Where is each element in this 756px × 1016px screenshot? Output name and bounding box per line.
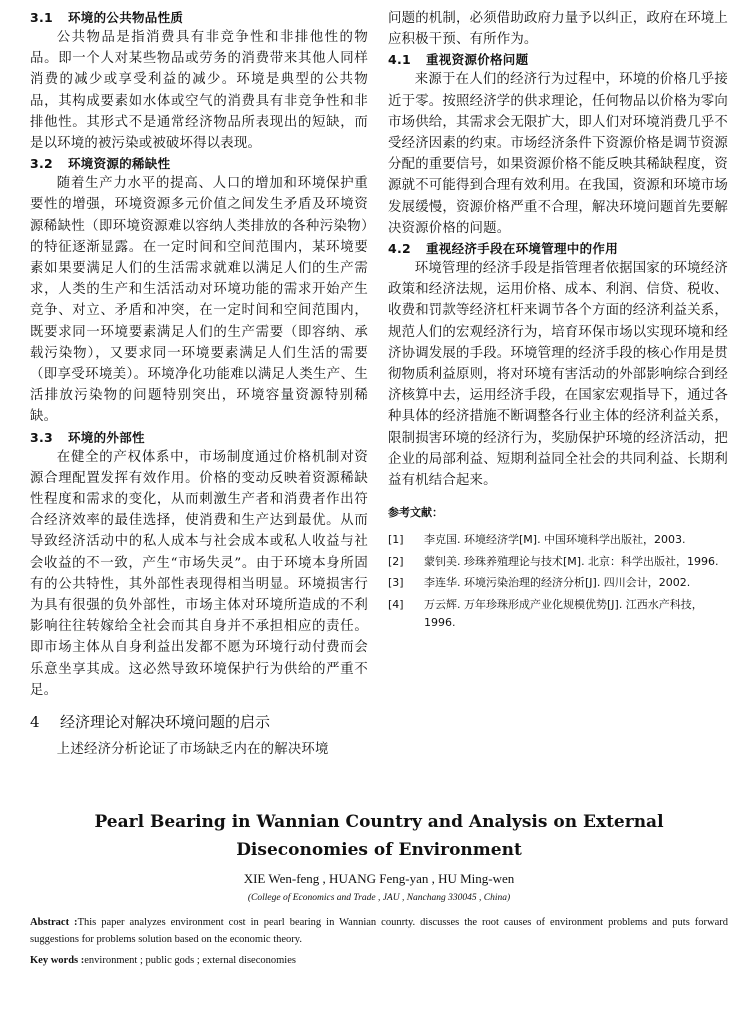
- abstract-label: Abstract :: [30, 917, 78, 928]
- section-number: 3.3: [30, 429, 54, 445]
- section-number: 3.2: [30, 156, 54, 172]
- abstract-text: This paper analyzes environment cost in pearl bearing in Wannian counrty. discusses the root causes of environment problems and puts forward suggestions for problems solution based on the economic theory.: [30, 917, 728, 945]
- section-number: 4: [30, 713, 40, 732]
- reference-text: 李克国. 环境经济学[M]. 中国环境科学出版社，2003.: [424, 533, 686, 547]
- reference-item: [388, 531, 728, 550]
- section-title: 重视经济手段在环境管理中的作用: [426, 241, 619, 257]
- section-4-paragraph: 上述经济分析论证了市场缺乏内在的解决环境: [56, 742, 329, 758]
- section-4-1-heading: [388, 50, 728, 69]
- english-abstract-block: [30, 808, 728, 969]
- reference-text: 万云辉. 万年珍珠形成产业化规模优势[J]. 江西水产科技，1996.: [424, 597, 703, 630]
- reference-text: 蒙钊美. 珍珠养殖理论与技术[M]. 北京：科学出版社，1996.: [424, 554, 719, 568]
- section-3-2-heading: [30, 154, 368, 173]
- reference-number: [2]: [388, 554, 404, 568]
- reference-text: 李连华. 环境污染治理的经济分析[J]. 四川会计，2002.: [424, 576, 691, 590]
- section-3-3-heading: [30, 428, 368, 447]
- english-keywords: [30, 952, 728, 969]
- section-3-3-paragraph: 在健全的产权体系中，市场制度通过价格机制对资源合理配置发挥有效作用。价格的变动反映着资源稀缺性程度和需求的变化，从而刺激生产者和消费者作出符合经济效率的最佳选择，使消费和生产达到最优。从而导致经济活动中的私人成本与社会成本或私人收益与社会收益的不一致，产生“市场失灵”。由于环境本身所固有的公共特性，其外部性表现得相当明显。环境损害行为具有很强的负外部性，市场主体对环境所造成的不利影响往往转嫁给全社会而其自身并不承担相应的责任。即市场主体从自身利益出发都不愿为环境行动付费而会乐意坐享其成。这必然导致环境保护行为供给的严重不足。: [30, 449, 368, 698]
- references-list: [388, 531, 728, 633]
- section-3-1-heading: [30, 8, 368, 27]
- reference-item: [388, 596, 728, 633]
- section-3-2-paragraph: 随着生产力水平的提高、人口的增加和环境保护重要性的增强，环境资源多元价值之间发生矛盾及环境资源稀缺性（即环境资源难以容纳人类排放的各种污染物）的特征逐渐显露。在一定时间和空间范围内，某环境要素如果要满足人们的生活需求就难以满足人们的生产需求，人类的生产和生活活动对环境功能的需求开始产生竞争、对立、矛盾和冲突，在一定时间和空间范围内，既要求同一环境要素满足人们的生产需要（即容纳、承载污染物），又要求同一环境要素满足人们生活的需要（即享受环境美）。环境净化功能难以满足人类生产、生活排放污染物的问题特别突出，环境容量资源特别稀缺。: [30, 176, 368, 425]
- section-title: 经济理论对解决环境问题的启示: [60, 713, 271, 732]
- section-title: 重视资源价格问题: [426, 52, 529, 68]
- english-title-line-2: Diseconomies of Environment: [236, 840, 522, 860]
- reference-number: [3]: [388, 576, 404, 590]
- english-authors: XIE Wen-feng , HUANG Feng-yan , HU Ming-wen: [243, 871, 515, 886]
- english-affiliation: (College of Economics and Trade , JAU , Nanchang 330045 , China): [247, 893, 511, 903]
- keywords-label: Key words :: [30, 955, 85, 966]
- english-title-line-1: Pearl Bearing in Wannian Country and Analysis on External: [94, 812, 664, 832]
- reference-number: [1]: [388, 533, 404, 547]
- reference-number: [4]: [388, 597, 404, 611]
- section-number: 3.1: [30, 10, 54, 25]
- section-4-2-heading: [388, 239, 728, 258]
- section-number: 4.1: [388, 52, 412, 68]
- right-column: [388, 8, 728, 636]
- section-4-heading: [30, 709, 368, 735]
- reference-item: [388, 574, 728, 593]
- section-4-1-paragraph: 来源于在人们的经济行为过程中，环境的价格几乎接近于零。按照经济学的供求理论，任何物品以价格为零向市场供给，其需求会无限扩大，即人们对环境消费几乎不受经济因素的约束。市场经济条件下资源价格是调节资源分配的重要信号，如果资源价格不能反映其稀缺程度，资源就不可能得到合理有效利用。在我国，资源和环境市场发展缓慢，资源价格严重不合理，解决环境问题首先要解决资源价格的问题。: [388, 72, 728, 236]
- section-title: 环境的公共物品性质: [68, 10, 184, 25]
- english-abstract: [30, 914, 728, 948]
- section-number: 4.2: [388, 241, 412, 257]
- section-3-1-paragraph: 公共物品是指消费具有非竞争性和非排他性的物品。即一个人对某些物品或劳务的消费带来其他人同样消费的减少或享受利益的减少。环境是典型的公共物品，其构成要素如水体或空气的消费具有非竞争性和非排他性。其形式不是通常经济物品所表现出的短缺，而是以环境的被污染或被破坏得以表现。: [30, 30, 368, 152]
- left-column: [30, 8, 368, 760]
- keywords-text: environment ; public gods ; external diseconomies: [84, 955, 296, 966]
- section-4-2-paragraph: 环境管理的经济手段是指管理者依据国家的环境经济政策和经济法规，运用价格、成本、利润、信贷、税收、收费和罚款等经济杠杆来调节各个方面的经济利益关系，规范人们的宏观经济行为，培育环保市场以实现环境和经济协调发展的手段。环境管理的经济手段的核心作用是贯彻物质利益原则，将对环境有害活动的外部影响综合到经济核算中去，运用经济手段，在国家宏观指导下，通过各种具体的经济措施不断调整各行业主体的经济利益关系，限制损害环境的经济行为，奖励保护环境的经济活动，把企业的局部利益、短期利益同全社会的共同利益、长期利益有机结合起来。: [388, 261, 728, 489]
- continued-paragraph: 问题的机制，必须借助政府力量予以纠正，政府在环境上应积极干预、有所作为。: [388, 11, 728, 48]
- reference-item: [388, 553, 728, 572]
- section-title: 环境的外部性: [68, 429, 145, 445]
- references-heading: 参考文献：: [388, 506, 443, 520]
- section-title: 环境资源的稀缺性: [68, 156, 171, 172]
